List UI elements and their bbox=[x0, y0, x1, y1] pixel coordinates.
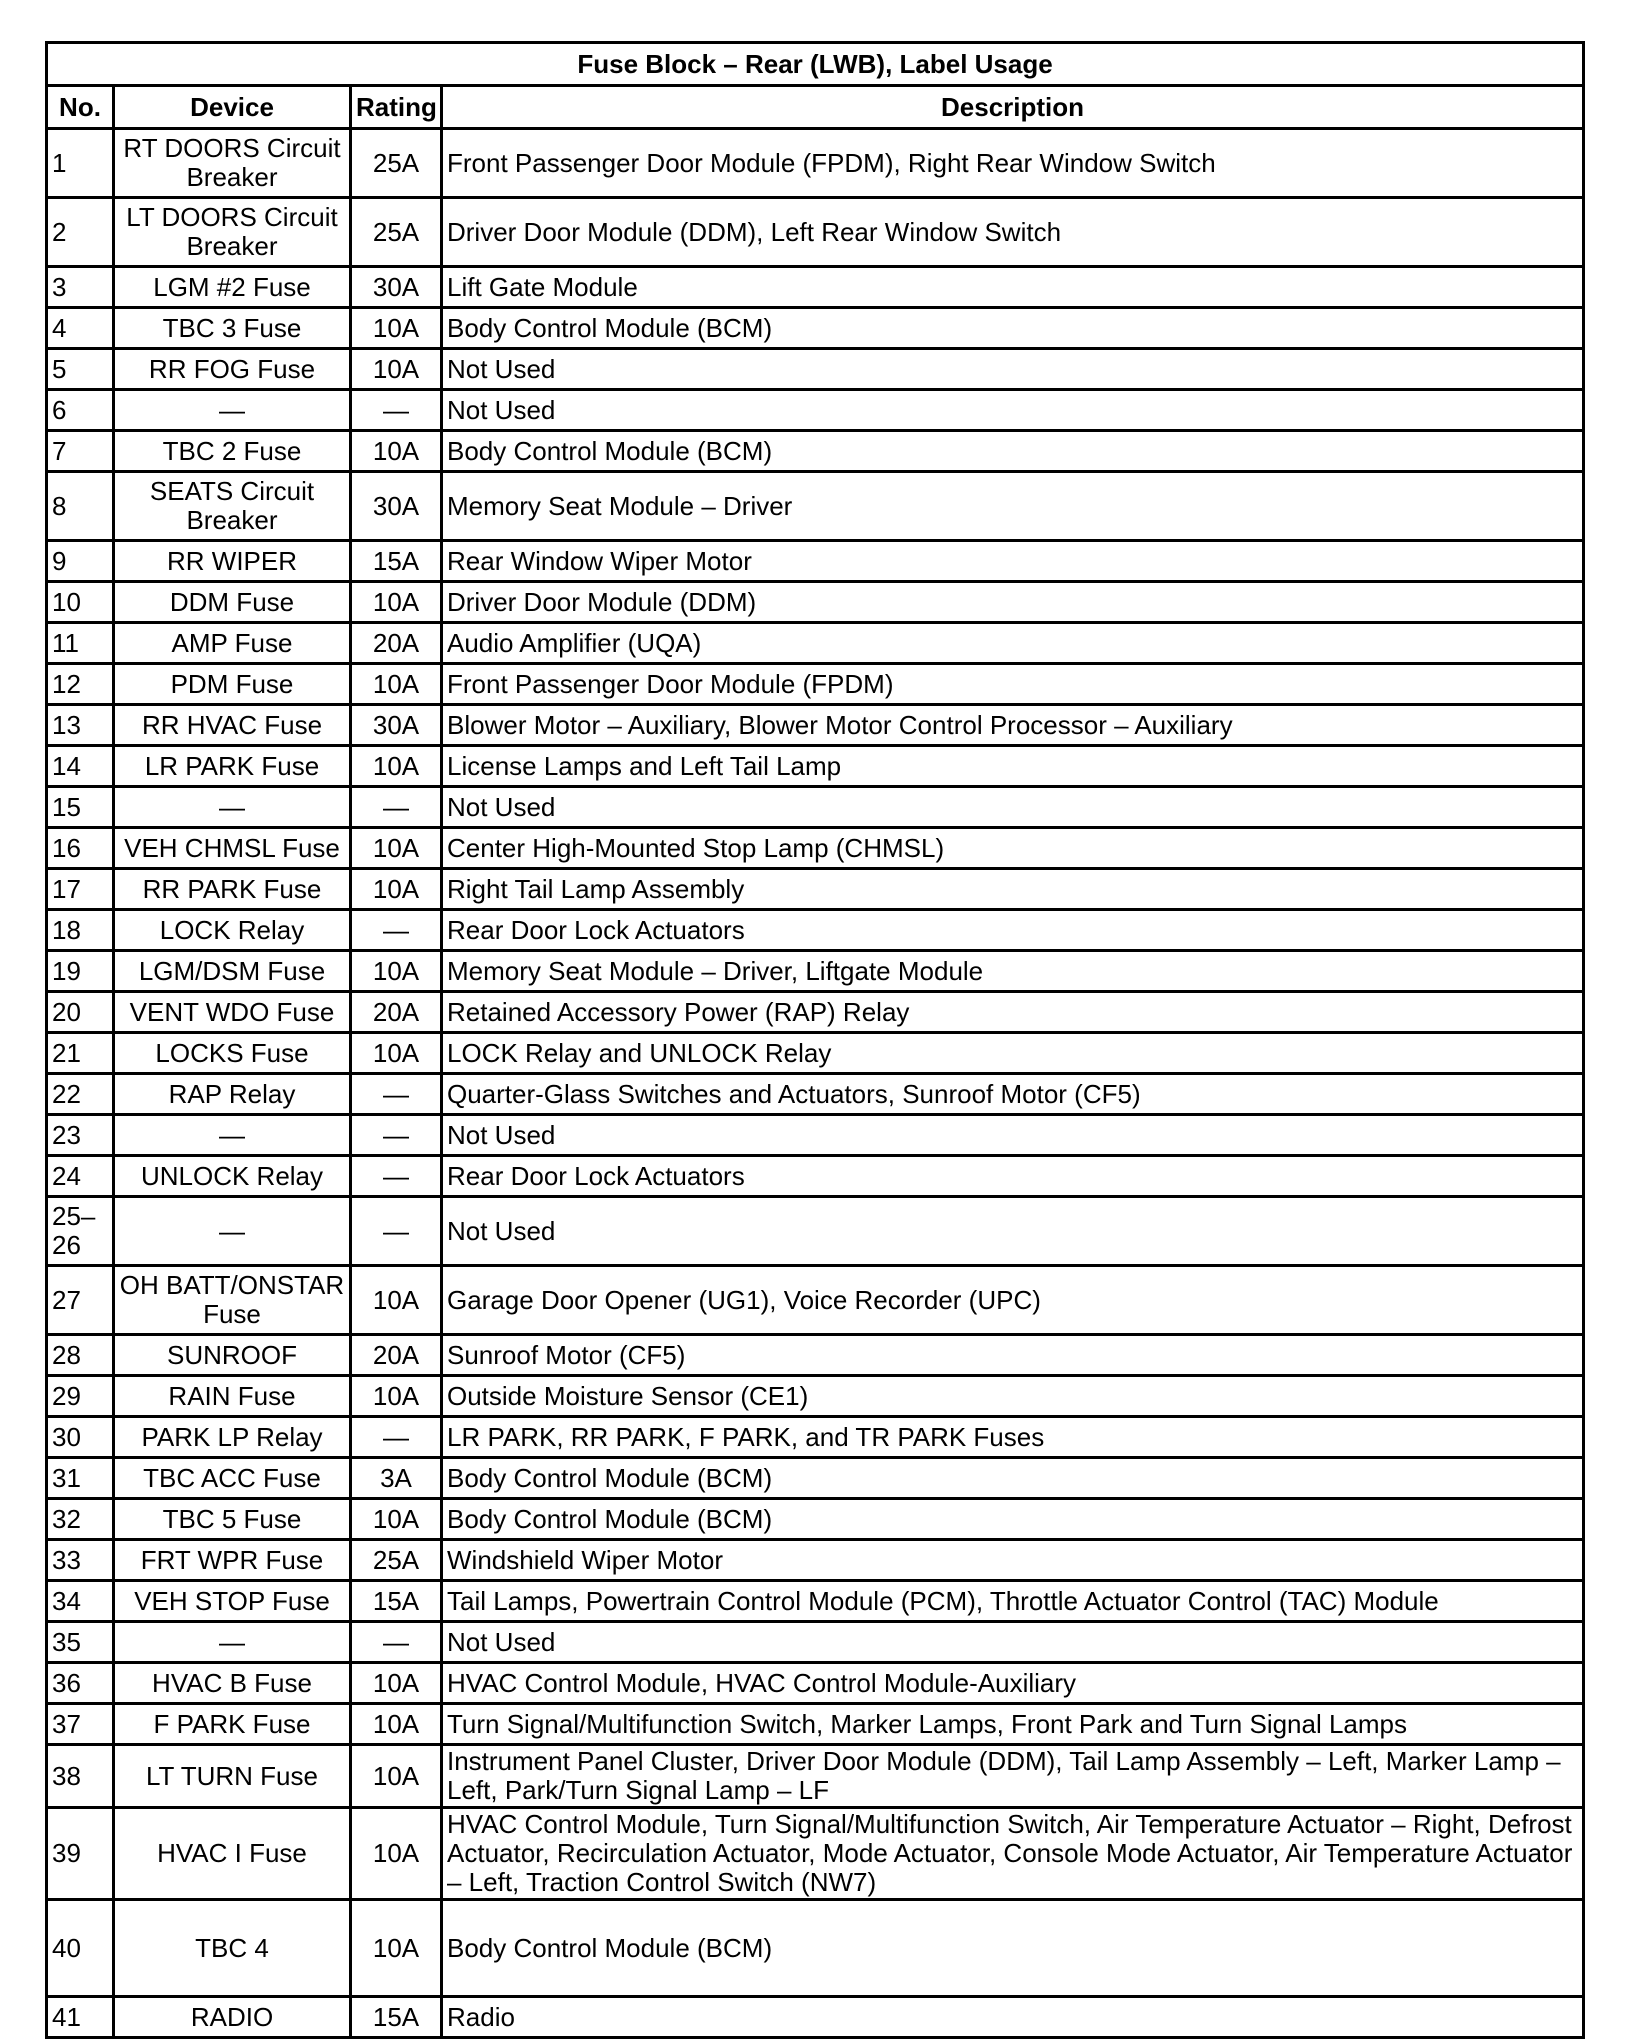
device-cell: LT DOORS Circuit Breaker bbox=[114, 198, 351, 267]
table-row bbox=[47, 1197, 1584, 1266]
fuse-number: 32 bbox=[47, 1499, 114, 1540]
description-cell: Sunroof Motor (CF5) bbox=[442, 1335, 1584, 1376]
table-row bbox=[47, 828, 1584, 869]
rating-cell: 20A bbox=[351, 623, 442, 664]
rating-cell: 15A bbox=[351, 1997, 442, 2038]
fuse-number: 31 bbox=[47, 1458, 114, 1499]
table-row bbox=[47, 1115, 1584, 1156]
rating-cell: — bbox=[351, 910, 442, 951]
device-cell: AMP Fuse bbox=[114, 623, 351, 664]
device-cell: — bbox=[114, 390, 351, 431]
description-cell: Driver Door Module (DDM), Left Rear Window Switch bbox=[442, 198, 1584, 267]
header-no: No. bbox=[47, 86, 114, 129]
rating-cell: 10A bbox=[351, 1376, 442, 1417]
rating-cell: 10A bbox=[351, 869, 442, 910]
fuse-number: 36 bbox=[47, 1663, 114, 1704]
table-row bbox=[47, 308, 1584, 349]
description-cell: Instrument Panel Cluster, Driver Door Module (DDM), Tail Lamp Assembly – Left, Marker Lamp – Left, Park/Turn Signal Lamp – LF bbox=[442, 1745, 1584, 1808]
table-row bbox=[47, 787, 1584, 828]
rating-cell: — bbox=[351, 1197, 442, 1266]
table-row bbox=[47, 1499, 1584, 1540]
fuse-number: 35 bbox=[47, 1622, 114, 1663]
fuse-number: 13 bbox=[47, 705, 114, 746]
description-cell: Not Used bbox=[442, 349, 1584, 390]
fuse-number: 33 bbox=[47, 1540, 114, 1581]
description-cell: Garage Door Opener (UG1), Voice Recorder (UPC) bbox=[442, 1266, 1584, 1335]
table-row bbox=[47, 1417, 1584, 1458]
table-row bbox=[47, 1266, 1584, 1335]
fuse-number: 20 bbox=[47, 992, 114, 1033]
rating-cell: — bbox=[351, 390, 442, 431]
header-description: Description bbox=[442, 86, 1584, 129]
table-row bbox=[47, 1540, 1584, 1581]
rating-cell: 10A bbox=[351, 1663, 442, 1704]
device-cell: LT TURN Fuse bbox=[114, 1745, 351, 1808]
fuse-number: 22 bbox=[47, 1074, 114, 1115]
rating-cell: — bbox=[351, 1115, 442, 1156]
fuse-number: 12 bbox=[47, 664, 114, 705]
device-cell: OH BATT/ONSTAR Fuse bbox=[114, 1266, 351, 1335]
device-cell: RR WIPER bbox=[114, 541, 351, 582]
description-cell: Windshield Wiper Motor bbox=[442, 1540, 1584, 1581]
fuse-number: 18 bbox=[47, 910, 114, 951]
description-cell: License Lamps and Left Tail Lamp bbox=[442, 746, 1584, 787]
fuse-number: 2 bbox=[47, 198, 114, 267]
description-cell: Body Control Module (BCM) bbox=[442, 431, 1584, 472]
fuse-number: 28 bbox=[47, 1335, 114, 1376]
rating-cell: 10A bbox=[351, 1266, 442, 1335]
device-cell: SEATS Circuit Breaker bbox=[114, 472, 351, 541]
device-cell: RR HVAC Fuse bbox=[114, 705, 351, 746]
rating-cell: — bbox=[351, 787, 442, 828]
rating-cell: — bbox=[351, 1156, 442, 1197]
fuse-number: 1 bbox=[47, 129, 114, 198]
description-cell: Blower Motor – Auxiliary, Blower Motor Control Processor – Auxiliary bbox=[442, 705, 1584, 746]
rating-cell: 25A bbox=[351, 198, 442, 267]
table-row bbox=[47, 623, 1584, 664]
description-cell: Memory Seat Module – Driver, Liftgate Module bbox=[442, 951, 1584, 992]
fuse-number: 11 bbox=[47, 623, 114, 664]
device-cell: RT DOORS Circuit Breaker bbox=[114, 129, 351, 198]
fuse-number: 6 bbox=[47, 390, 114, 431]
description-cell: Rear Door Lock Actuators bbox=[442, 910, 1584, 951]
device-cell: LOCK Relay bbox=[114, 910, 351, 951]
description-cell: Not Used bbox=[442, 787, 1584, 828]
description-cell: Radio bbox=[442, 1997, 1584, 2038]
table-row bbox=[47, 390, 1584, 431]
device-cell: VEH CHMSL Fuse bbox=[114, 828, 351, 869]
rating-cell: 10A bbox=[351, 1808, 442, 1900]
rating-cell: 15A bbox=[351, 1581, 442, 1622]
device-cell: DDM Fuse bbox=[114, 582, 351, 623]
rating-cell: — bbox=[351, 1417, 442, 1458]
device-cell: FRT WPR Fuse bbox=[114, 1540, 351, 1581]
device-cell: — bbox=[114, 1197, 351, 1266]
fuse-number: 5 bbox=[47, 349, 114, 390]
fuse-number: 30 bbox=[47, 1417, 114, 1458]
device-cell: RR PARK Fuse bbox=[114, 869, 351, 910]
table-row bbox=[47, 129, 1584, 198]
fuse-number: 16 bbox=[47, 828, 114, 869]
device-cell: RADIO bbox=[114, 1997, 351, 2038]
fuse-number: 21 bbox=[47, 1033, 114, 1074]
table-row bbox=[47, 1156, 1584, 1197]
table-row bbox=[47, 1335, 1584, 1376]
description-cell: Body Control Module (BCM) bbox=[442, 308, 1584, 349]
device-cell: SUNROOF bbox=[114, 1335, 351, 1376]
table-row bbox=[47, 267, 1584, 308]
rating-cell: 10A bbox=[351, 308, 442, 349]
table-row bbox=[47, 746, 1584, 787]
description-cell: Body Control Module (BCM) bbox=[442, 1458, 1584, 1499]
table-row bbox=[47, 705, 1584, 746]
fuse-number: 38 bbox=[47, 1745, 114, 1808]
rating-cell: 10A bbox=[351, 1900, 442, 1997]
rating-cell: 10A bbox=[351, 951, 442, 992]
table-row bbox=[47, 541, 1584, 582]
description-cell: LR PARK, RR PARK, F PARK, and TR PARK Fuses bbox=[442, 1417, 1584, 1458]
description-cell: Not Used bbox=[442, 390, 1584, 431]
fuse-number: 10 bbox=[47, 582, 114, 623]
device-cell: — bbox=[114, 787, 351, 828]
fuse-number: 9 bbox=[47, 541, 114, 582]
description-cell: Turn Signal/Multifunction Switch, Marker Lamps, Front Park and Turn Signal Lamps bbox=[442, 1704, 1584, 1745]
fuse-number: 15 bbox=[47, 787, 114, 828]
table-row bbox=[47, 1033, 1584, 1074]
table-row bbox=[47, 431, 1584, 472]
description-cell: Not Used bbox=[442, 1197, 1584, 1266]
device-cell: TBC 3 Fuse bbox=[114, 308, 351, 349]
device-cell: HVAC I Fuse bbox=[114, 1808, 351, 1900]
description-cell: Front Passenger Door Module (FPDM), Right Rear Window Switch bbox=[442, 129, 1584, 198]
device-cell: PDM Fuse bbox=[114, 664, 351, 705]
rating-cell: — bbox=[351, 1622, 442, 1663]
table-row bbox=[47, 1458, 1584, 1499]
device-cell: TBC 2 Fuse bbox=[114, 431, 351, 472]
device-cell: RAIN Fuse bbox=[114, 1376, 351, 1417]
table-row bbox=[47, 951, 1584, 992]
description-cell: HVAC Control Module, HVAC Control Module-Auxiliary bbox=[442, 1663, 1584, 1704]
description-cell: Right Tail Lamp Assembly bbox=[442, 869, 1584, 910]
table-row bbox=[47, 1376, 1584, 1417]
device-cell: F PARK Fuse bbox=[114, 1704, 351, 1745]
description-cell: LOCK Relay and UNLOCK Relay bbox=[442, 1033, 1584, 1074]
table-row bbox=[47, 198, 1584, 267]
header-rating: Rating bbox=[351, 86, 442, 129]
rating-cell: 30A bbox=[351, 705, 442, 746]
description-cell: Body Control Module (BCM) bbox=[442, 1900, 1584, 1997]
device-cell: HVAC B Fuse bbox=[114, 1663, 351, 1704]
table-row bbox=[47, 1581, 1584, 1622]
fuse-number: 39 bbox=[47, 1808, 114, 1900]
rating-cell: 25A bbox=[351, 1540, 442, 1581]
title-row bbox=[47, 43, 1584, 86]
header-device: Device bbox=[114, 86, 351, 129]
description-cell: Retained Accessory Power (RAP) Relay bbox=[442, 992, 1584, 1033]
table-row bbox=[47, 1704, 1584, 1745]
table-row bbox=[47, 1622, 1584, 1663]
rating-cell: 20A bbox=[351, 1335, 442, 1376]
table-row bbox=[47, 869, 1584, 910]
rating-cell: 20A bbox=[351, 992, 442, 1033]
table-row bbox=[47, 349, 1584, 390]
table-row bbox=[47, 1663, 1584, 1704]
description-cell: Rear Door Lock Actuators bbox=[442, 1156, 1584, 1197]
description-cell: Outside Moisture Sensor (CE1) bbox=[442, 1376, 1584, 1417]
description-cell: Audio Amplifier (UQA) bbox=[442, 623, 1584, 664]
table-body bbox=[47, 129, 1584, 2038]
table-row bbox=[47, 1997, 1584, 2038]
fuse-number: 34 bbox=[47, 1581, 114, 1622]
table-row bbox=[47, 992, 1584, 1033]
rating-cell: 10A bbox=[351, 582, 442, 623]
fuse-number: 40 bbox=[47, 1900, 114, 1997]
fuse-number: 4 bbox=[47, 308, 114, 349]
description-cell: Rear Window Wiper Motor bbox=[442, 541, 1584, 582]
description-cell: Not Used bbox=[442, 1622, 1584, 1663]
device-cell: — bbox=[114, 1115, 351, 1156]
rating-cell: 10A bbox=[351, 349, 442, 390]
rating-cell: 10A bbox=[351, 431, 442, 472]
device-cell: TBC ACC Fuse bbox=[114, 1458, 351, 1499]
description-cell: Tail Lamps, Powertrain Control Module (PCM), Throttle Actuator Control (TAC) Module bbox=[442, 1581, 1584, 1622]
table-row bbox=[47, 1745, 1584, 1808]
rating-cell: 10A bbox=[351, 1745, 442, 1808]
description-cell: HVAC Control Module, Turn Signal/Multifunction Switch, Air Temperature Actuator – Right, Defrost Actuator, Recirculation Actuator, Mode Actuator, Console Mode Actuator, Air Temperature Actuator – Left, Traction Control Switch (NW7) bbox=[442, 1808, 1584, 1900]
device-cell: LGM #2 Fuse bbox=[114, 267, 351, 308]
description-cell: Not Used bbox=[442, 1115, 1584, 1156]
rating-cell: 3A bbox=[351, 1458, 442, 1499]
table-row bbox=[47, 472, 1584, 541]
fuse-number: 8 bbox=[47, 472, 114, 541]
device-cell: VENT WDO Fuse bbox=[114, 992, 351, 1033]
device-cell: — bbox=[114, 1622, 351, 1663]
rating-cell: 30A bbox=[351, 267, 442, 308]
table-row bbox=[47, 1808, 1584, 1900]
fuse-number: 19 bbox=[47, 951, 114, 992]
rating-cell: 25A bbox=[351, 129, 442, 198]
rating-cell: 10A bbox=[351, 1704, 442, 1745]
device-cell: TBC 4 bbox=[114, 1900, 351, 1997]
fuse-number: 23 bbox=[47, 1115, 114, 1156]
device-cell: LR PARK Fuse bbox=[114, 746, 351, 787]
rating-cell: 10A bbox=[351, 1033, 442, 1074]
table-row bbox=[47, 910, 1584, 951]
device-cell: UNLOCK Relay bbox=[114, 1156, 351, 1197]
header-row bbox=[47, 86, 1584, 129]
table-title: Fuse Block – Rear (LWB), Label Usage bbox=[47, 43, 1584, 86]
fuse-number: 37 bbox=[47, 1704, 114, 1745]
fuse-number: 14 bbox=[47, 746, 114, 787]
fuse-number: 17 bbox=[47, 869, 114, 910]
rating-cell: — bbox=[351, 1074, 442, 1115]
device-cell: LGM/DSM Fuse bbox=[114, 951, 351, 992]
fuse-number: 27 bbox=[47, 1266, 114, 1335]
table-row bbox=[47, 582, 1584, 623]
fuse-number: 24 bbox=[47, 1156, 114, 1197]
rating-cell: 10A bbox=[351, 1499, 442, 1540]
fuse-block-document bbox=[45, 41, 1582, 2039]
table-row bbox=[47, 1074, 1584, 1115]
rating-cell: 10A bbox=[351, 664, 442, 705]
rating-cell: 30A bbox=[351, 472, 442, 541]
table-row bbox=[47, 664, 1584, 705]
device-cell: PARK LP Relay bbox=[114, 1417, 351, 1458]
device-cell: VEH STOP Fuse bbox=[114, 1581, 351, 1622]
fuse-number: 3 bbox=[47, 267, 114, 308]
description-cell: Body Control Module (BCM) bbox=[442, 1499, 1584, 1540]
description-cell: Lift Gate Module bbox=[442, 267, 1584, 308]
description-cell: Front Passenger Door Module (FPDM) bbox=[442, 664, 1584, 705]
table-row bbox=[47, 1900, 1584, 1997]
device-cell: LOCKS Fuse bbox=[114, 1033, 351, 1074]
device-cell: TBC 5 Fuse bbox=[114, 1499, 351, 1540]
fuse-table bbox=[45, 41, 1585, 2039]
fuse-number: 29 bbox=[47, 1376, 114, 1417]
fuse-number: 25–26 bbox=[47, 1197, 114, 1266]
description-cell: Driver Door Module (DDM) bbox=[442, 582, 1584, 623]
fuse-number: 41 bbox=[47, 1997, 114, 2038]
device-cell: RR FOG Fuse bbox=[114, 349, 351, 390]
rating-cell: 10A bbox=[351, 746, 442, 787]
rating-cell: 10A bbox=[351, 828, 442, 869]
fuse-number: 7 bbox=[47, 431, 114, 472]
description-cell: Memory Seat Module – Driver bbox=[442, 472, 1584, 541]
device-cell: RAP Relay bbox=[114, 1074, 351, 1115]
description-cell: Quarter-Glass Switches and Actuators, Sunroof Motor (CF5) bbox=[442, 1074, 1584, 1115]
description-cell: Center High-Mounted Stop Lamp (CHMSL) bbox=[442, 828, 1584, 869]
rating-cell: 15A bbox=[351, 541, 442, 582]
